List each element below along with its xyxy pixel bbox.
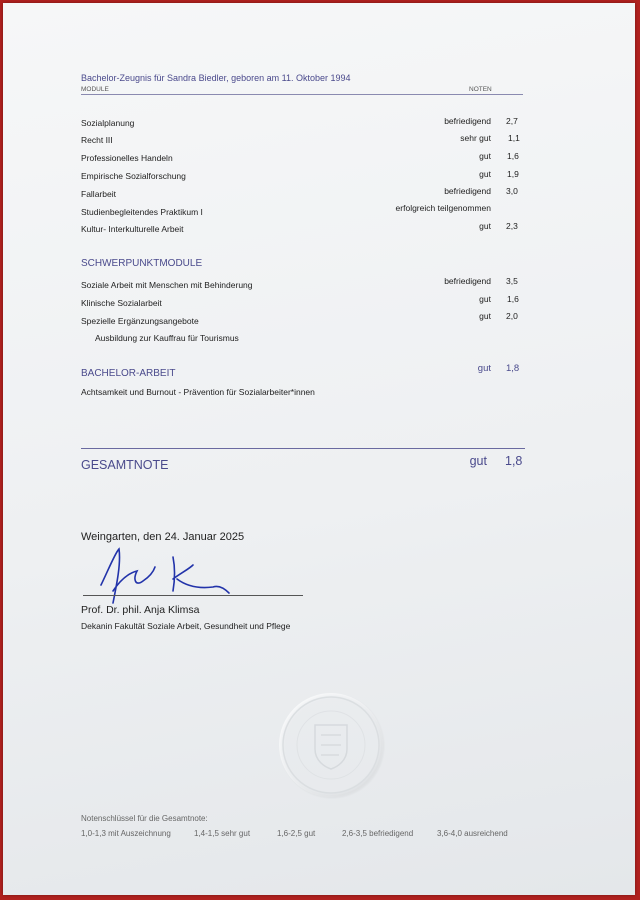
module-name: Studienbegleitendes Praktikum I [81,207,203,217]
module-name: Klinische Sozialarbeit [81,298,162,308]
place-date: Weingarten, den 24. Januar 2025 [81,531,245,543]
grading-key-entry: 1,4-1,5 sehr gut [194,829,251,838]
coat-of-arms-icon [279,693,383,797]
thesis-topic: Achtsamkeit und Burnout - Prävention für Sozialarbeiter*innen [81,387,315,397]
module-name: Sozialplanung [81,118,135,128]
focus-modules-heading: SCHWERPUNKTMODULE [81,258,203,269]
handwritten-signature [93,543,243,611]
grades-column-header: NOTEN [469,86,492,93]
thesis-heading: BACHELOR-ARBEIT [81,368,176,379]
module-grade: 2,0 [506,311,518,321]
module-grade-word: befriedigend [444,276,491,286]
total-grade-word: gut [469,454,487,468]
module-grade-word: befriedigend [444,186,491,196]
total-divider [81,448,525,449]
module-grade: 3,5 [506,276,518,286]
grading-key-entry: 1,0-1,3 mit Auszeichnung [81,829,171,838]
module-name: Fallarbeit [81,189,116,199]
thesis-grade: 1,8 [506,363,520,374]
grading-key-entry: 1,6-2,5 gut [277,829,316,838]
signatory-role: Dekanin Fakultät Soziale Arbeit, Gesundheit und Pflege [81,621,291,631]
module-name: Recht III [81,135,113,145]
module-grade: 1,6 [507,294,519,304]
grading-key-entry: 2,6-3,5 befriedigend [342,829,414,838]
total-label: GESAMTNOTE [81,458,169,472]
thesis-grade-word: gut [477,363,491,374]
module-grade: 3,0 [506,186,518,196]
module-grade-word: gut [479,221,491,231]
module-grade: 2,3 [506,221,518,231]
module-grade: 1,9 [507,169,519,179]
certificate-page [3,3,635,895]
module-name: Kultur- Interkulturelle Arbeit [81,224,184,234]
signatory-name: Prof. Dr. phil. Anja Klimsa [81,604,200,616]
sub-module-name: Ausbildung zur Kauffrau für Tourismus [95,333,239,343]
module-grade-word: sehr gut [460,133,491,143]
module-name: Empirische Sozialforschung [81,171,186,181]
module-grade-word: erfolgreich teilgenommen [395,203,491,213]
module-grade-word: gut [479,151,491,161]
module-grade-word: gut [479,294,491,304]
module-grade: 1,6 [507,151,519,161]
header-divider [81,94,523,95]
module-name: Professionelles Handeln [81,153,173,163]
module-name: Spezielle Ergänzungsangebote [81,316,199,326]
module-grade: 1,1 [508,133,520,143]
module-grade-word: gut [479,311,491,321]
certificate-title: Bachelor-Zeugnis für Sandra Biedler, geboren am 11. Oktober 1994 [81,73,351,83]
signature-line [83,595,303,596]
module-grade-word: gut [479,169,491,179]
module-grade-word: befriedigend [444,116,491,126]
grading-key-entry: 3,6-4,0 ausreichend [437,829,508,838]
total-grade: 1,8 [505,454,523,468]
modules-column-header: MODULE [81,86,109,93]
embossed-seal [279,693,383,797]
module-name: Soziale Arbeit mit Menschen mit Behinderung [81,280,253,290]
grading-key-title: Notenschlüssel für die Gesamtnote: [81,814,208,823]
module-grade: 2,7 [506,116,518,126]
